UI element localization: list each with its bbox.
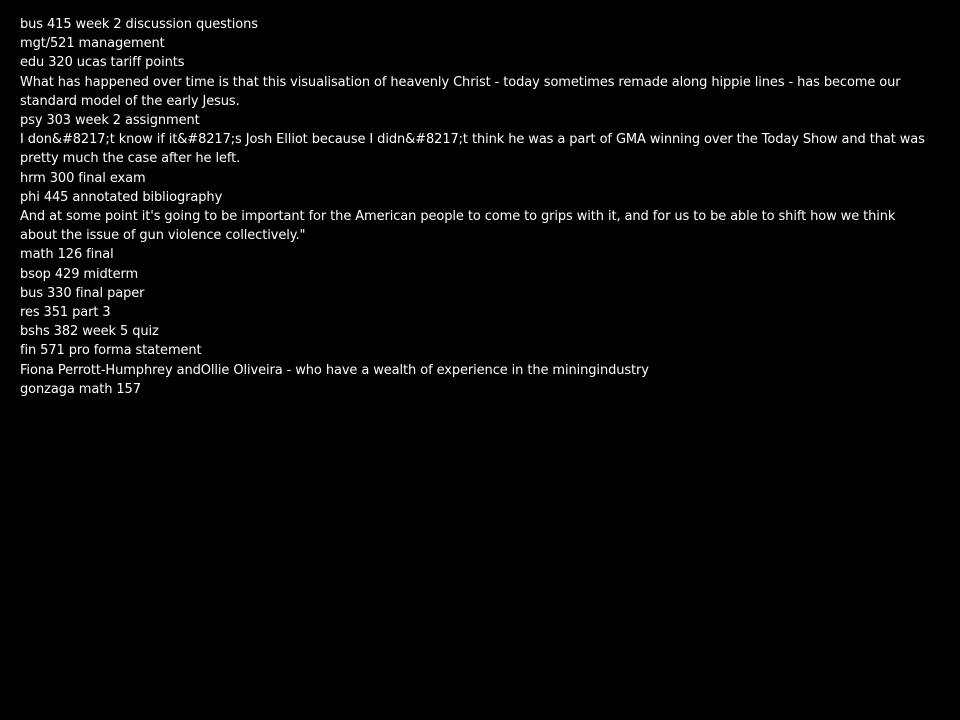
text-line: edu 320 ucas tariff points bbox=[20, 55, 185, 71]
text-line: bus 330 final paper bbox=[20, 285, 145, 301]
text-line: math 126 final bbox=[20, 247, 114, 263]
text-line: hrm 300 final exam bbox=[20, 170, 146, 186]
text-paragraph: I don&#8217;t know if it&#8217;s Josh Elliot because I didn&#8217;t think he was a part of GMA winning over the Today Show and that was pretty much the case after he left. bbox=[20, 132, 925, 167]
text-line: phi 445 annotated bibliography bbox=[20, 189, 223, 205]
text-line: gonzaga math 157 bbox=[20, 381, 141, 397]
text-line: fin 571 pro forma statement bbox=[20, 343, 202, 359]
text-line: psy 303 week 2 assignment bbox=[20, 113, 200, 129]
text-paragraph: Fiona Perrott-Humphrey andOllie Oliveira - who have a wealth of experience in the miningindustry bbox=[20, 362, 649, 378]
text-line: bshs 382 week 5 quiz bbox=[20, 324, 159, 340]
text-body bbox=[20, 15, 935, 399]
text-paragraph: What has happened over time is that this visualisation of heavenly Christ - today sometimes remade along hippie lines - has become our standard model of the early Jesus. bbox=[20, 74, 901, 109]
text-line: bsop 429 midterm bbox=[20, 266, 139, 282]
text-line: res 351 part 3 bbox=[20, 305, 111, 321]
text-paragraph: And at some point it's going to be important for the American people to come to grips with it, and for us to be able to shift how we think about the issue of gun violence collectively." bbox=[20, 209, 896, 244]
text-line: bus 415 week 2 discussion questions bbox=[20, 17, 258, 32]
text-line: mgt/521 management bbox=[20, 36, 165, 52]
